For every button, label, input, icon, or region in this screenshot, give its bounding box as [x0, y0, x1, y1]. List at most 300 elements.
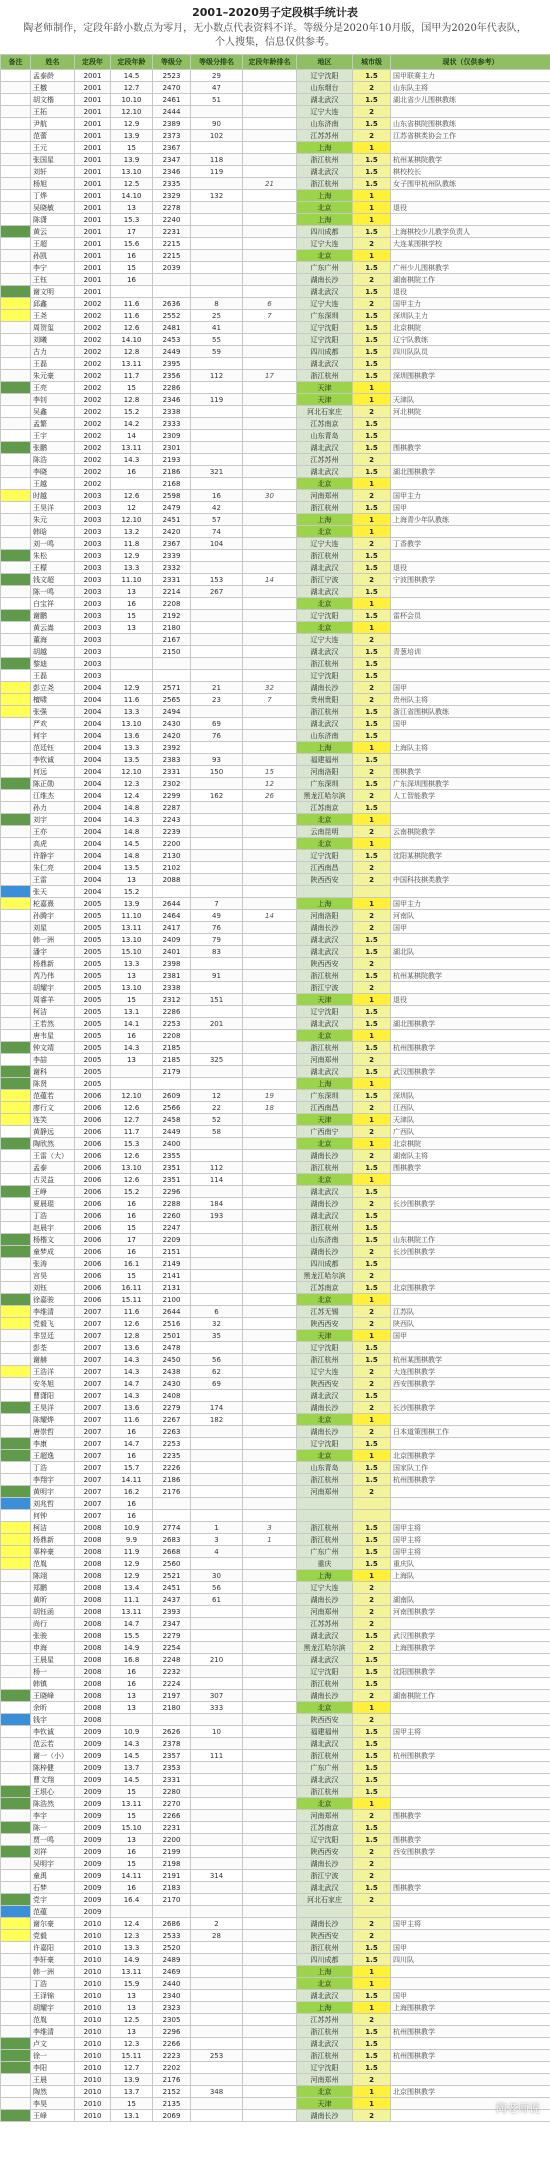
cell-name: 王峥 — [31, 1186, 75, 1198]
cell-cat — [1, 1354, 31, 1366]
cell-rating: 2215 — [153, 250, 191, 262]
cell-rating: 2200 — [153, 1834, 191, 1846]
cell-name: 钟文靖 — [31, 1042, 75, 1054]
cell-level: 2 — [353, 682, 391, 694]
table-row — [1, 106, 550, 118]
cell-name: 朱仁亮 — [31, 862, 75, 874]
cell-level: 1.5 — [353, 754, 391, 766]
cell-name: 李昊 — [31, 2098, 75, 2110]
cell-rank — [191, 1666, 243, 1678]
cell-rank: 16 — [191, 490, 243, 502]
cell-year: 2002 — [75, 346, 111, 358]
cell-cat — [1, 1042, 31, 1054]
cell-level: 1.5 — [353, 1546, 391, 1558]
cell-level: 1 — [353, 1078, 391, 1090]
cell-rating: 2438 — [153, 1366, 191, 1378]
cell-age — [111, 286, 153, 298]
cell-cat — [1, 1762, 31, 1774]
cell-level: 1.5 — [353, 1654, 391, 1666]
cell-rank — [191, 1798, 243, 1810]
cell-year: 2009 — [75, 1906, 111, 1918]
cell-level: 2 — [353, 826, 391, 838]
cell-rank: 118 — [191, 154, 243, 166]
cell-region: 湖北武汉 — [297, 1774, 353, 1786]
cell-rank: 25 — [191, 310, 243, 322]
cell-name: 范蕴若 — [31, 1090, 75, 1102]
cell-age: 15 — [111, 1858, 153, 1870]
cell-rank — [191, 1894, 243, 1906]
cell-rank: 76 — [191, 730, 243, 742]
cell-name: 党宇 — [31, 1894, 75, 1906]
cell-year: 2007 — [75, 1354, 111, 1366]
cell-year: 2008 — [75, 1582, 111, 1594]
cell-age: 13 — [111, 1702, 153, 1714]
cell-notes: 雷杯会员 — [391, 610, 550, 622]
cell-cat — [1, 1318, 31, 1330]
cell-rating: 2440 — [153, 1978, 191, 1990]
cell-year: 2008 — [75, 1546, 111, 1558]
cell-notes: 北京围棋教学 — [391, 2086, 550, 2098]
cell-rank — [191, 874, 243, 886]
table-row — [1, 1558, 550, 1570]
cell-region: 湖北武汉 — [297, 442, 353, 454]
cell-age: 16.1 — [111, 1258, 153, 1270]
cell-rank — [191, 742, 243, 754]
cell-region: 浙江杭州 — [297, 1534, 353, 1546]
cell-name: 李轩豪 — [31, 1954, 75, 1966]
cell-name: 胡越 — [31, 646, 75, 658]
cell-rating: 2451 — [153, 514, 191, 526]
table-row — [1, 1678, 550, 1690]
cell-notes: 江西队 — [391, 1102, 550, 1114]
cell-level: 2 — [353, 862, 391, 874]
cell-age: 13.11 — [111, 922, 153, 934]
cell-region: 辽宁大连 — [297, 106, 353, 118]
cell-level — [353, 1906, 391, 1918]
cell-rating: 2266 — [153, 1810, 191, 1822]
cell-age: 14.5 — [111, 1750, 153, 1762]
cell-notes — [391, 658, 550, 670]
cell-age: 10.10 — [111, 94, 153, 106]
cell-cat — [1, 1642, 31, 1654]
cell-region: 山东烟台 — [297, 82, 353, 94]
cell-region: 上海 — [297, 742, 353, 754]
cell-cat — [1, 1174, 31, 1186]
table-row — [1, 1930, 550, 1942]
cell-rating: 2287 — [153, 802, 191, 814]
cell-agerank — [243, 718, 297, 730]
cell-cat — [1, 130, 31, 142]
cell-rank — [191, 1510, 243, 1522]
cell-cat — [1, 1234, 31, 1246]
cell-region: 山东青岛 — [297, 430, 353, 442]
cell-region: 上海 — [297, 514, 353, 526]
cell-notes: 国甲 — [391, 502, 550, 514]
cell-notes — [391, 1006, 550, 1018]
table-row — [1, 886, 550, 898]
cell-level: 2 — [353, 1642, 391, 1654]
table-row — [1, 202, 550, 214]
cell-agerank — [243, 742, 297, 754]
cell-year: 2006 — [75, 1150, 111, 1162]
cell-year: 2003 — [75, 646, 111, 658]
cell-cat — [1, 1822, 31, 1834]
cell-level: 1.5 — [353, 562, 391, 574]
cell-region: 上海 — [297, 1966, 353, 1978]
cell-rating: 2231 — [153, 1822, 191, 1834]
cell-cat — [1, 1714, 31, 1726]
table-row — [1, 298, 550, 310]
table-row — [1, 1390, 550, 1402]
cell-cat — [1, 778, 31, 790]
cell-level: 1.5 — [353, 946, 391, 958]
cell-rank — [191, 1954, 243, 1966]
cell-name: 王泽锦 — [31, 1990, 75, 2002]
cell-level: 1 — [353, 1030, 391, 1042]
cell-rating: 2223 — [153, 2050, 191, 2062]
cell-notes: 中国科技棋类教学 — [391, 874, 550, 886]
cell-agerank — [243, 130, 297, 142]
cell-rank — [191, 1066, 243, 1078]
cell-region: 浙江杭州 — [297, 658, 353, 670]
cell-agerank — [243, 838, 297, 850]
cell-level: 1 — [353, 1294, 391, 1306]
cell-year: 2006 — [75, 1102, 111, 1114]
cell-cat — [1, 1582, 31, 1594]
table-row — [1, 1450, 550, 1462]
table-row — [1, 922, 550, 934]
table-row — [1, 538, 550, 550]
cell-cat — [1, 802, 31, 814]
cell-level: 1 — [353, 526, 391, 538]
cell-region: 陕西西安 — [297, 958, 353, 970]
cell-region: 广东广州 — [297, 262, 353, 274]
cell-rank — [191, 862, 243, 874]
column-header: 备注 — [1, 55, 31, 70]
table-row — [1, 418, 550, 430]
cell-agerank — [243, 586, 297, 598]
cell-age: 12.9 — [111, 550, 153, 562]
cell-cat — [1, 226, 31, 238]
cell-age: 13.5 — [111, 754, 153, 766]
table-row — [1, 1906, 550, 1918]
cell-rank — [191, 1474, 243, 1486]
cell-cat — [1, 790, 31, 802]
cell-age: 17 — [111, 226, 153, 238]
cell-age: 9.9 — [111, 1534, 153, 1546]
cell-rating: 2686 — [153, 1918, 191, 1930]
cell-age: 12.4 — [111, 1918, 153, 1930]
cell-rating: 2329 — [153, 190, 191, 202]
table-row — [1, 658, 550, 670]
cell-notes: 国甲主将 — [391, 1546, 550, 1558]
cell-name: 韩晗 — [31, 526, 75, 538]
cell-cat — [1, 250, 31, 262]
table-row — [1, 1282, 550, 1294]
cell-age: 14.9 — [111, 1642, 153, 1654]
table-row — [1, 994, 550, 1006]
cell-age: 13.10 — [111, 982, 153, 994]
table-row — [1, 946, 550, 958]
cell-rating: 2185 — [153, 1054, 191, 1066]
cell-region: 北京 — [297, 1450, 353, 1462]
table-row — [1, 2038, 550, 2050]
cell-age: 14.8 — [111, 826, 153, 838]
cell-agerank: 30 — [243, 490, 297, 502]
cell-region: 湖北武汉 — [297, 562, 353, 574]
cell-notes: 广西队 — [391, 1126, 550, 1138]
cell-year: 2001 — [75, 70, 111, 82]
cell-year: 2005 — [75, 1078, 111, 1090]
cell-name: 朱元豪 — [31, 370, 75, 382]
cell-rank: 3 — [191, 1534, 243, 1546]
cell-notes: 国甲主将 — [391, 1522, 550, 1534]
cell-notes: 广东深圳围棋教学 — [391, 778, 550, 790]
cell-cat — [1, 874, 31, 886]
cell-notes: 天津队 — [391, 394, 550, 406]
cell-year: 2007 — [75, 1378, 111, 1390]
cell-region: 湖北武汉 — [297, 1882, 353, 1894]
cell-cat — [1, 1162, 31, 1174]
cell-name: 王昊洋 — [31, 502, 75, 514]
cell-year: 2004 — [75, 778, 111, 790]
cell-agerank — [243, 1186, 297, 1198]
cell-age: 13.3 — [111, 706, 153, 718]
cell-name: 张天 — [31, 886, 75, 898]
table-row — [1, 382, 550, 394]
cell-notes — [391, 1978, 550, 1990]
cell-year: 2001 — [75, 286, 111, 298]
cell-region: 江苏南京 — [297, 418, 353, 430]
cell-rating — [153, 274, 191, 286]
cell-year: 2010 — [75, 1954, 111, 1966]
cell-agerank — [243, 814, 297, 826]
cell-name: 杨楷文 — [31, 1234, 75, 1246]
cell-cat — [1, 1930, 31, 1942]
cell-cat — [1, 1438, 31, 1450]
cell-year: 2004 — [75, 874, 111, 886]
cell-rating: 2449 — [153, 346, 191, 358]
cell-rating: 2381 — [153, 970, 191, 982]
cell-name: 赵晨宇 — [31, 1222, 75, 1234]
table-row — [1, 1978, 550, 1990]
cell-age: 15.11 — [111, 2050, 153, 2062]
cell-region: 辽宁大连 — [297, 238, 353, 250]
cell-level: 1.5 — [353, 442, 391, 454]
cell-cat — [1, 1786, 31, 1798]
cell-age — [111, 478, 153, 490]
cell-rank: 56 — [191, 1354, 243, 1366]
cell-rank — [191, 1606, 243, 1618]
cell-notes: 沈阳围棋教学 — [391, 1666, 550, 1678]
cell-name: 郑鹏 — [31, 1582, 75, 1594]
cell-cat — [1, 454, 31, 466]
table-row — [1, 2050, 550, 2062]
cell-notes: 国甲主将 — [391, 1918, 550, 1930]
cell-rating: 2247 — [153, 1222, 191, 1234]
cell-rank: 174 — [191, 1402, 243, 1414]
cell-notes: 北京围棋教学 — [391, 1450, 550, 1462]
cell-agerank — [243, 1702, 297, 1714]
cell-year: 2001 — [75, 94, 111, 106]
table-row — [1, 1066, 550, 1078]
cell-rank: 29 — [191, 70, 243, 82]
cell-level: 1.5 — [353, 418, 391, 430]
cell-rank — [191, 1498, 243, 1510]
cell-rating: 2180 — [153, 622, 191, 634]
cell-rank: 7 — [191, 898, 243, 910]
cell-region: 湖北武汉 — [297, 1654, 353, 1666]
cell-age: 14.5 — [111, 70, 153, 82]
cell-agerank — [243, 634, 297, 646]
cell-rating: 2302 — [153, 778, 191, 790]
cell-rank — [191, 1282, 243, 1294]
cell-rating: 2469 — [153, 1966, 191, 1978]
table-row — [1, 766, 550, 778]
cell-rank — [191, 1186, 243, 1198]
column-header: 等级分 — [153, 55, 191, 70]
cell-age: 16 — [111, 1246, 153, 1258]
cell-agerank: 12 — [243, 778, 297, 790]
cell-region: 四川成都 — [297, 346, 353, 358]
cell-name: 王钰 — [31, 274, 75, 286]
cell-region: 湖南长沙 — [297, 922, 353, 934]
cell-region: 湖北武汉 — [297, 1186, 353, 1198]
cell-cat — [1, 382, 31, 394]
cell-agerank — [243, 250, 297, 262]
cell-name: 李宁 — [31, 262, 75, 274]
cell-rating: 2398 — [153, 958, 191, 970]
cell-level: 1.5 — [353, 1234, 391, 1246]
cell-cat — [1, 1474, 31, 1486]
cell-rank — [191, 1786, 243, 1798]
cell-region: 陕西西安 — [297, 1846, 353, 1858]
cell-age: 13.6 — [111, 1342, 153, 1354]
cell-rank — [191, 1810, 243, 1822]
cell-rank: 4 — [191, 1546, 243, 1558]
table-row — [1, 1330, 550, 1342]
cell-name: 李康 — [31, 1438, 75, 1450]
cell-notes: 天津队 — [391, 1114, 550, 1126]
cell-level: 1.5 — [353, 718, 391, 730]
cell-age: 15.10 — [111, 1822, 153, 1834]
cell-rank — [191, 1906, 243, 1918]
cell-name: 党毅飞 — [31, 1318, 75, 1330]
cell-year: 2004 — [75, 886, 111, 898]
cell-age: 15 — [111, 262, 153, 274]
cell-cat — [1, 1546, 31, 1558]
cell-notes — [391, 1222, 550, 1234]
cell-name: 陈正勋 — [31, 778, 75, 790]
cell-rating: 2367 — [153, 538, 191, 550]
table-row — [1, 430, 550, 442]
table-row — [1, 226, 550, 238]
cell-year: 2005 — [75, 898, 111, 910]
cell-agerank — [243, 1582, 297, 1594]
cell-year: 2004 — [75, 814, 111, 826]
cell-region: 浙江杭州 — [297, 2050, 353, 2062]
cell-region: 河北石家庄 — [297, 1894, 353, 1906]
cell-notes: 丁香教学 — [391, 538, 550, 550]
cell-region: 辽宁大连 — [297, 634, 353, 646]
cell-name: 孟泰龄 — [31, 70, 75, 82]
cell-rating: 2335 — [153, 178, 191, 190]
cell-name: 贾一鸣 — [31, 1834, 75, 1846]
cell-cat — [1, 1606, 31, 1618]
cell-age: 16 — [111, 1450, 153, 1462]
cell-level: 1.5 — [353, 1066, 391, 1078]
cell-level: 2 — [353, 874, 391, 886]
cell-region: 辽宁沈阳 — [297, 2062, 353, 2074]
cell-name: 刘宇 — [31, 814, 75, 826]
cell-agerank — [243, 1510, 297, 1522]
cell-age: 16 — [111, 274, 153, 286]
cell-level: 2 — [353, 634, 391, 646]
cell-year: 2009 — [75, 1882, 111, 1894]
cell-notes — [391, 1762, 550, 1774]
cell-notes — [391, 1258, 550, 1270]
cell-rank — [191, 958, 243, 970]
cell-rating: 2305 — [153, 2014, 191, 2026]
cell-cat — [1, 1462, 31, 1474]
table-row — [1, 1138, 550, 1150]
cell-region: 浙江宁波 — [297, 982, 353, 994]
cell-region: 江苏南京 — [297, 802, 353, 814]
cell-notes: 上海青少年队教练 — [391, 514, 550, 526]
cell-cat — [1, 574, 31, 586]
cell-level: 1 — [353, 1966, 391, 1978]
cell-level: 1.5 — [353, 646, 391, 658]
page-title: 2001–2020男子定段棋手统计表 — [192, 6, 358, 19]
cell-name: 孙腾宇 — [31, 910, 75, 922]
cell-name: 高虎 — [31, 838, 75, 850]
cell-agerank — [243, 2050, 297, 2062]
cell-name: 古灵益 — [31, 1174, 75, 1186]
cell-cat — [1, 154, 31, 166]
table-row — [1, 370, 550, 382]
cell-cat — [1, 910, 31, 922]
cell-rating: 2395 — [153, 358, 191, 370]
cell-rank: 47 — [191, 82, 243, 94]
cell-region: 浙江杭州 — [297, 706, 353, 718]
cell-rating: 2346 — [153, 394, 191, 406]
cell-year: 2003 — [75, 658, 111, 670]
cell-age: 14.8 — [111, 850, 153, 862]
cell-region: 北京 — [297, 250, 353, 262]
cell-age: 13.10 — [111, 1162, 153, 1174]
table-row — [1, 262, 550, 274]
cell-year: 2008 — [75, 1654, 111, 1666]
cell-notes: 广州少儿围棋教学 — [391, 262, 550, 274]
cell-level: 2 — [353, 922, 391, 934]
cell-age: 15 — [111, 1222, 153, 1234]
cell-rank — [191, 1438, 243, 1450]
cell-rating: 2450 — [153, 1354, 191, 1366]
cell-year: 2006 — [75, 1210, 111, 1222]
cell-year: 2005 — [75, 1042, 111, 1054]
cell-rank — [191, 2026, 243, 2038]
cell-level: 2 — [353, 1102, 391, 1114]
cell-year: 2009 — [75, 1738, 111, 1750]
cell-year: 2008 — [75, 1606, 111, 1618]
cell-rating: 2444 — [153, 106, 191, 118]
cell-rating: 2240 — [153, 214, 191, 226]
table-row — [1, 1054, 550, 1066]
cell-level: 2 — [353, 1810, 391, 1822]
cell-rating: 2288 — [153, 1198, 191, 1210]
cell-cat — [1, 118, 31, 130]
cell-rank: 51 — [191, 94, 243, 106]
